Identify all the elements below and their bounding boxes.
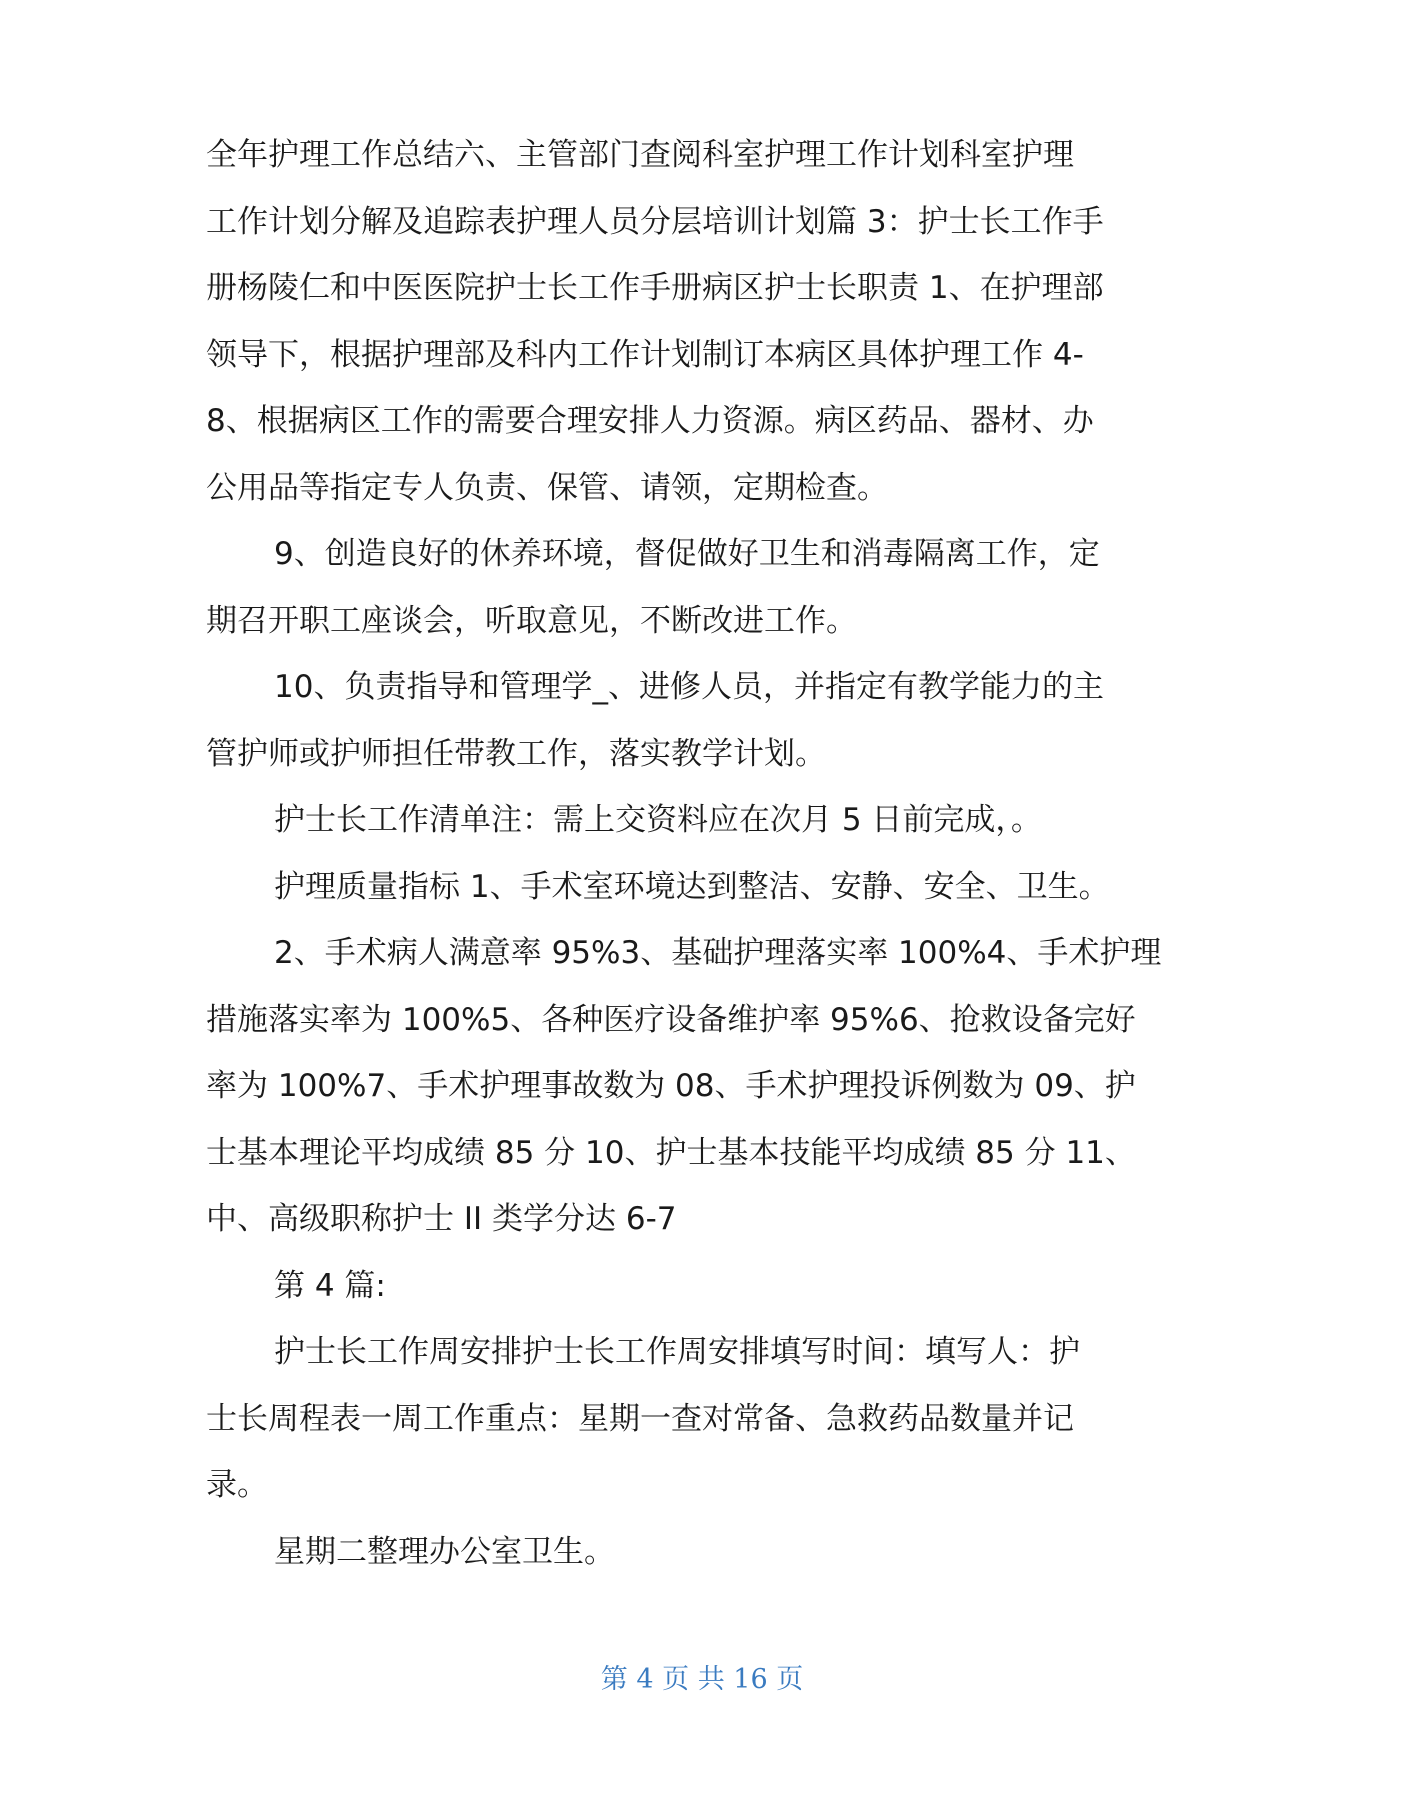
text-line: 2、手术病人满意率 95%3、基础护理落实率 100%4、手术护理 bbox=[274, 935, 1162, 971]
text-line: 星期二整理办公室卫生。 bbox=[274, 1533, 615, 1570]
text-line: 中、高级职称护士 II 类学分达 6-7 bbox=[206, 1201, 677, 1237]
text-line: 率为 100%7、手术护理事故数为 08、手术护理投诉例数为 09、护 bbox=[206, 1068, 1136, 1104]
text-line: 领导下，根据护理部及科内工作计划制订本病区具体护理工作 4- bbox=[206, 336, 1084, 373]
document-body bbox=[206, 122, 1236, 1585]
text-line: 士长周程表一周工作重点：星期一查对常备、急救药品数量并记 bbox=[206, 1400, 1074, 1437]
text-line: 期召开职工座谈会，听取意见，不断改进工作。 bbox=[206, 602, 857, 639]
text-line: 士基本理论平均成绩 85 分 10、护士基本技能平均成绩 85 分 11、 bbox=[206, 1134, 1136, 1171]
text-line: 措施落实率为 100%5、各种医疗设备维护率 95%6、抢救设备完好 bbox=[206, 1001, 1136, 1038]
text-line: 管护师或护师担任带教工作，落实教学计划。 bbox=[206, 735, 826, 772]
text-line: 9、创造良好的休养环境，督促做好卫生和消毒隔离工作，定 bbox=[274, 536, 1100, 572]
text-line: 全年护理工作总结六、主管部门查阅科室护理工作计划科室护理 bbox=[206, 137, 1074, 173]
section-heading: 第 4 篇: bbox=[274, 1267, 386, 1304]
text-line: 公用品等指定专人负责、保管、请领，定期检查。 bbox=[206, 469, 888, 506]
text-line: 册杨陵仁和中医医院护士长工作手册病区护士长职责 1、在护理部 bbox=[206, 270, 1104, 306]
text-line: 工作计划分解及追踪表护理人员分层培训计划篇 3：护士长工作手 bbox=[206, 203, 1104, 240]
text-line: 录。 bbox=[206, 1467, 268, 1503]
text-line: 10、负责指导和管理学_、进修人员，并指定有教学能力的主 bbox=[274, 669, 1104, 705]
text-line: 护理质量指标 1、手术室环境达到整洁、安静、安全、卫生。 bbox=[274, 868, 1110, 905]
page-number-footer: 第 4 页 共 16 页 bbox=[600, 1664, 804, 1695]
text-line: 护士长工作周安排护士长工作周安排填写时间：填写人：护 bbox=[274, 1334, 1080, 1370]
text-line: 8、根据病区工作的需要合理安排人力资源。病区药品、器材、办 bbox=[206, 403, 1094, 439]
text-line: 护士长工作清单注：需上交资料应在次月 5 日前完成，。 bbox=[274, 802, 1042, 838]
